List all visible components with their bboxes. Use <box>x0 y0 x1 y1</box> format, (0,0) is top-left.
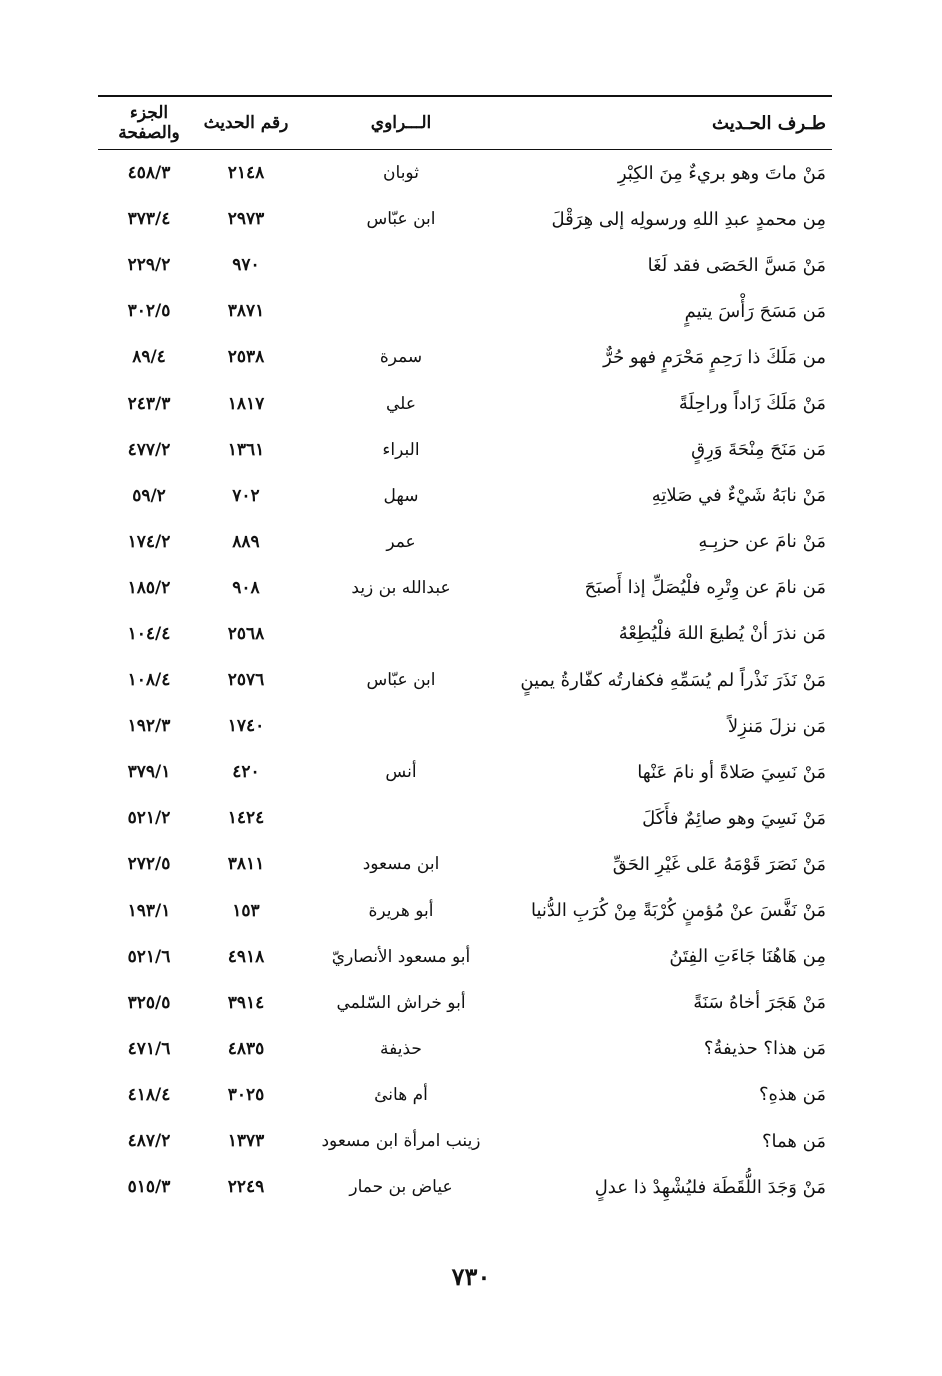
header-hadith-number: رقم الحديث <box>203 113 289 133</box>
volume-page: ٢٢٩/٢ <box>127 255 171 276</box>
volume-page: ١٠٤/٤ <box>127 623 171 644</box>
hadith-tip: مَن مَنَحَ مِنْحَةَ وَرِقٍ <box>691 439 826 461</box>
volume-page: ٥٢١/٢ <box>127 808 171 829</box>
volume-page: ٣٠٢/٥ <box>127 301 171 322</box>
volume-page: ١٩٣/١ <box>127 900 171 921</box>
narrator: البراء <box>382 439 420 460</box>
table-row <box>98 980 832 1026</box>
hadith-number: ٢٢٤٩ <box>227 1177 265 1198</box>
hadith-tip: من مَلَكَ ذا رَحِمٍ مَحْرَمٍ فهو حُرٌّ <box>603 346 826 368</box>
hadith-tip: مَن نزلَ مَنزِلاً <box>727 715 826 737</box>
table-row <box>98 196 832 242</box>
table-row <box>98 150 832 196</box>
table-row <box>98 1072 832 1118</box>
hadith-number: ٤٩١٨ <box>227 946 265 967</box>
hadith-tip: مَنْ مَسَّ الحَصَى فقد لَغَا <box>647 254 826 276</box>
table-row <box>98 1164 832 1210</box>
narrator: عياض بن حمار <box>349 1177 453 1198</box>
volume-page: ١٨٥/٢ <box>127 577 171 598</box>
volume-page: ٤١٨/٤ <box>127 1084 171 1105</box>
volume-page: ٢٧٢/٥ <box>127 854 171 875</box>
table-row <box>98 1026 832 1072</box>
volume-page: ٥١٥/٣ <box>127 1177 171 1198</box>
volume-page: ١٩٢/٣ <box>127 716 171 737</box>
hadith-tip: مَنْ نَسِيَ صَلاةً أو نامَ عَنْها <box>637 761 826 783</box>
volume-page: ٣٧٩/١ <box>127 762 171 783</box>
narrator: أبو مسعود الأنصاريّ <box>331 946 471 967</box>
hadith-tip: مَن هذهِ؟ <box>759 1084 826 1106</box>
volume-page: ٤٧١/٦ <box>127 1038 171 1059</box>
hadith-tip: مَنْ نَصَرَ قَوْمَهُ عَلى غَيْرِ الحَقِّ <box>612 853 826 875</box>
volume-page: ١٠٨/٤ <box>127 670 171 691</box>
header-hadith-tip: طـرف الحـديث <box>712 112 826 134</box>
volume-page: ٥٩/٢ <box>132 485 166 506</box>
header-volume-page: الجزء والصفحة <box>118 103 180 143</box>
volume-page: ٤٨٧/٢ <box>127 1131 171 1152</box>
table-row <box>98 611 832 657</box>
table-row <box>98 334 832 380</box>
table-row <box>98 749 832 795</box>
table-row <box>98 934 832 980</box>
hadith-tip: مَنْ نَفَّسَ عنْ مُؤمنٍ كُرْبَةً مِنْ كُرَبِ الدُّنيا <box>531 900 826 922</box>
table-header <box>98 97 832 149</box>
hadith-number: ٤٢٠ <box>232 762 260 783</box>
narrator: عمر <box>386 531 416 552</box>
hadith-number: ٨٨٩ <box>232 531 260 552</box>
narrator: أبو هريرة <box>368 900 434 921</box>
hadith-tip: مَنْ نابَهُ شَيْءٌ في صَلاتِهِ <box>651 485 826 507</box>
narrator: سمرة <box>379 347 423 368</box>
hadith-tip: مَن مَسَحَ رَأْسَ يتيمٍ <box>684 300 826 322</box>
hadith-number: ٣٨١١ <box>227 854 265 875</box>
narrator: أبو خراش السّلمي <box>336 992 466 1013</box>
hadith-tip: مَنْ نَذَرَ نَذْراً لم يُسَمِّهِ فكفارتُه كفّارةُ يمينٍ <box>520 669 826 691</box>
index-table <box>98 95 832 1210</box>
volume-page: ٢٤٣/٣ <box>127 393 171 414</box>
table-row <box>98 703 832 749</box>
header-narrator: الـــراوي <box>370 113 432 133</box>
volume-page: ٨٩/٤ <box>132 347 166 368</box>
table-row <box>98 473 832 519</box>
table-row <box>98 519 832 565</box>
narrator: ثوبان <box>383 163 419 184</box>
hadith-tip: مَن نذرَ أنْ يُطيعَ اللهَ فلْيُطِعْهُ <box>618 623 826 645</box>
volume-page: ١٧٤/٢ <box>127 531 171 552</box>
narrator: عبدالله بن زيد <box>351 577 451 598</box>
narrator: سهل <box>383 485 419 506</box>
narrator: ابن عبّاس <box>366 670 436 691</box>
hadith-number: ١٣٧٣ <box>227 1131 265 1152</box>
hadith-number: ٢٥٧٦ <box>227 670 265 691</box>
narrator: أم هانئ <box>374 1084 428 1105</box>
hadith-number: ٢٥٦٨ <box>227 623 265 644</box>
hadith-tip: مِن هَاهُنَا جَاءَتِ الفِتَنُ <box>669 946 826 968</box>
hadith-number: ١٥٣ <box>232 900 260 921</box>
narrator: حذيفة <box>380 1038 422 1059</box>
hadith-number: ٢١٤٨ <box>227 163 265 184</box>
hadith-tip: مَن هما؟ <box>761 1130 826 1152</box>
table-row <box>98 1118 832 1164</box>
table-row <box>98 288 832 334</box>
volume-page: ٥٢١/٦ <box>127 946 171 967</box>
hadith-number: ١٣٦١ <box>227 439 265 460</box>
table-row <box>98 795 832 841</box>
hadith-number: ٧٠٢ <box>232 485 260 506</box>
hadith-number: ١٤٢٤ <box>227 808 265 829</box>
hadith-number: ٣٩١٤ <box>227 992 265 1013</box>
hadith-number: ٩٠٨ <box>232 577 260 598</box>
hadith-number: ٤٨٣٥ <box>227 1038 265 1059</box>
hadith-number: ١٨١٧ <box>227 393 265 414</box>
table-body <box>98 150 832 1210</box>
table-row <box>98 565 832 611</box>
hadith-number: ٣٠٢٥ <box>227 1084 265 1105</box>
narrator: زينب امرأة ابن مسعود <box>321 1131 481 1152</box>
volume-page: ٤٥٨/٣ <box>127 163 171 184</box>
narrator: أنس <box>385 762 417 783</box>
narrator: ابن مسعود <box>362 854 440 875</box>
hadith-tip: مَنْ وَجَدَ اللُّقَطَة فليُشْهِدْ ذا عدلٍ <box>594 1176 826 1198</box>
volume-page: ٤٧٧/٢ <box>127 439 171 460</box>
volume-page: ٣٢٥/٥ <box>127 992 171 1013</box>
hadith-tip: مِن محمدٍ عبدِ اللهِ ورسولِه إلى هِرَقْلَ <box>551 208 826 230</box>
narrator: علي <box>386 393 416 414</box>
hadith-tip: مَن نامَ عن وِتْرِه فلْيُصَلِّ إذا أَصبَحَ <box>584 577 826 599</box>
table-row <box>98 888 832 934</box>
hadith-number: ٢٥٣٨ <box>227 347 265 368</box>
table-row <box>98 242 832 288</box>
hadith-number: ٩٧٠ <box>232 255 260 276</box>
hadith-tip: مَنْ نَسِيَ وهو صائِمٌ فأَكَلَ <box>642 807 826 829</box>
hadith-tip: مَنْ هَجَرَ أخاهُ سَنَةً <box>693 992 826 1014</box>
hadith-tip: مَنْ ماتَ وهو بريءٌ مِنَ الكِبْرِ <box>617 162 826 184</box>
table-row <box>98 427 832 473</box>
hadith-tip: مَن هذا؟ حذيفةُ؟ <box>703 1038 826 1060</box>
hadith-tip: مَنْ نامَ عن حزبِـهِ <box>698 531 826 553</box>
page-number: ٧٣٠ <box>451 1262 491 1291</box>
hadith-number: ٢٩٧٣ <box>227 209 265 230</box>
volume-page: ٣٧٣/٤ <box>127 209 171 230</box>
hadith-number: ٣٨٧١ <box>227 301 265 322</box>
table-row <box>98 380 832 426</box>
hadith-number: ١٧٤٠ <box>227 716 265 737</box>
table-row <box>98 841 832 887</box>
narrator: ابن عبّاس <box>366 209 436 230</box>
hadith-tip: مَنْ مَلَكَ زَاداً وراحِلَةً <box>678 393 826 415</box>
table-row <box>98 657 832 703</box>
